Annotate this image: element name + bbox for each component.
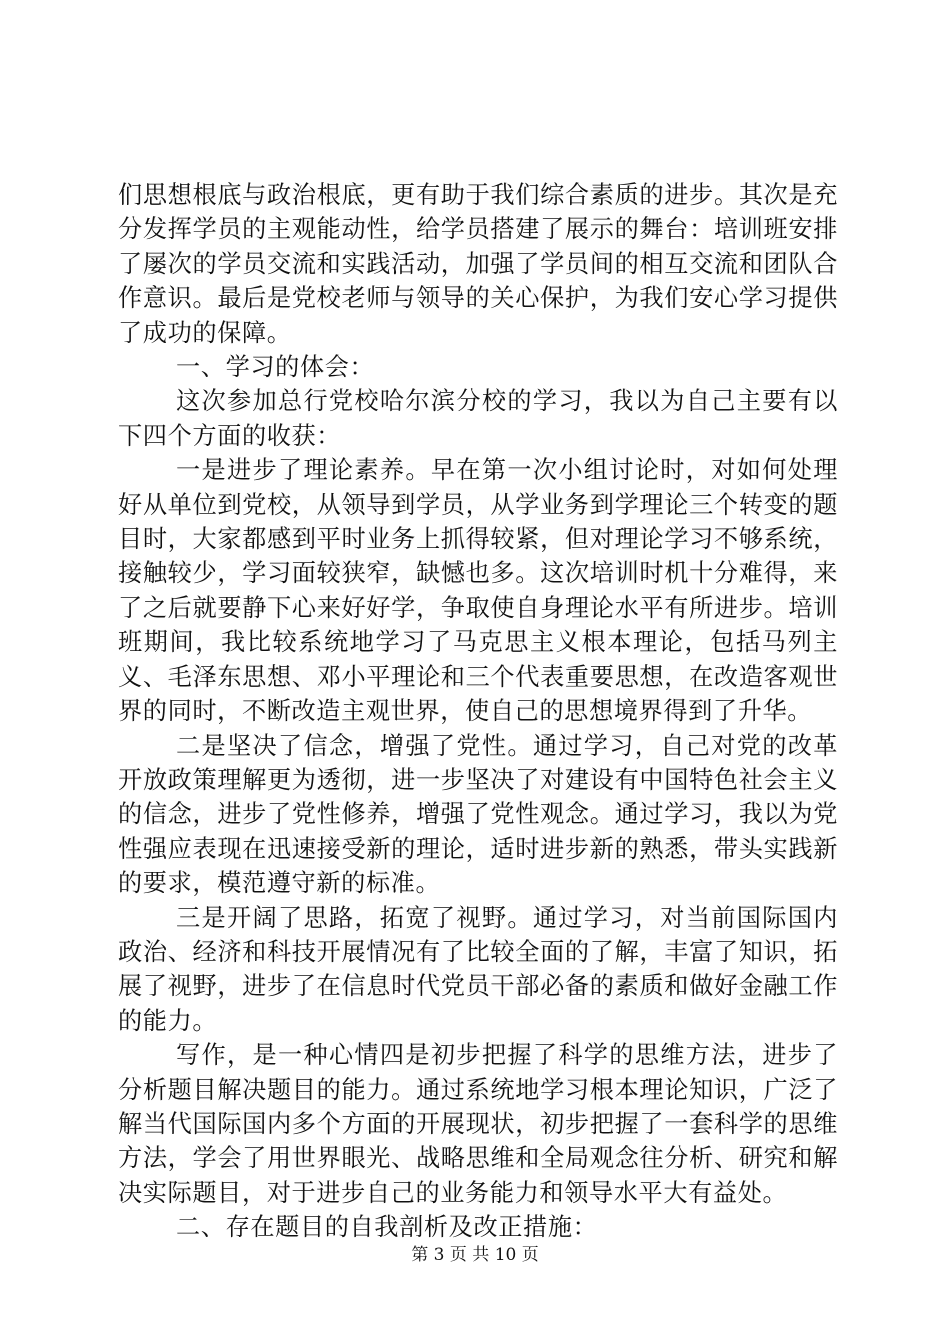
paragraph-6: 三是开阔了思路，拓宽了视野。通过学习，对当前国际国内政治、经济和科技开展情况有了比较全面的了解，丰富了知识，拓展了视野，进步了在信息时代党员干部必备的素质和做好金融工作的能力。 [118, 903, 838, 1035]
paragraph-3: 这次参加总行党校哈尔滨分校的学习，我以为自己主要有以下四个方面的收获： [118, 387, 838, 450]
document-body [118, 178, 838, 1245]
paragraph-2-heading: 一、学习的体会： [176, 353, 375, 382]
paragraph-5: 二是坚决了信念，增强了党性。通过学习，自己对党的改革开放政策理解更为透彻，进一步坚决了对建设有中国特色社会主义的信念，进步了党性修养，增强了党性观念。通过学习，我以为党性强应表现在迅速接受新的理论，适时进步新的熟悉，带头实践新的要求，模范遵守新的标准。 [118, 731, 838, 898]
paragraph-7: 写作，是一种心情四是初步把握了科学的思维方法，进步了分析题目解决题目的能力。通过系统地学习根本理论知识，广泛了解当代国际国内多个方面的开展现状，初步把握了一套科学的思维方法，学会了用世界眼光、战略思维和全局观念往分析、研究和解决实际题目，对于进步自己的业务能力和领导水平大有益处。 [118, 1041, 838, 1207]
paragraph-1: 们思想根底与政治根底，更有助于我们综合素质的进步。其次是充分发挥学员的主观能动性，给学员搭建了展示的舞台：培训班安排了屡次的学员交流和实践活动，加强了学员间的相互交流和团队合作意识。最后是党校老师与领导的关心保护，为我们安心学习提供了成功的保障。 [118, 181, 838, 347]
paragraph-4: 一是进步了理论素养。早在第一次小组讨论时，对如何处理好从单位到党校，从领导到学员，从学业务到学理论三个转变的题目时，大家都感到平时业务上抓得较紧，但对理论学习不够系统，接触较少，学习面较狭窄，缺憾也多。这次培训时机十分难得，来了之后就要静下心来好好学，争取使自身理论水平有所进步。培训班期间，我比较系统地学习了马克思主义根本理论，包括马列主义、毛泽东思想、邓小平理论和三个代表重要思想，在改造客观世界的同时，不断改造主观世界，使自己的思想境界得到了升华。 [118, 456, 838, 726]
paragraph-8-heading: 二、存在题目的自我剖析及改正措施： [176, 1213, 598, 1242]
page-footer: 第 3 页 共 10 页 [411, 1245, 539, 1265]
